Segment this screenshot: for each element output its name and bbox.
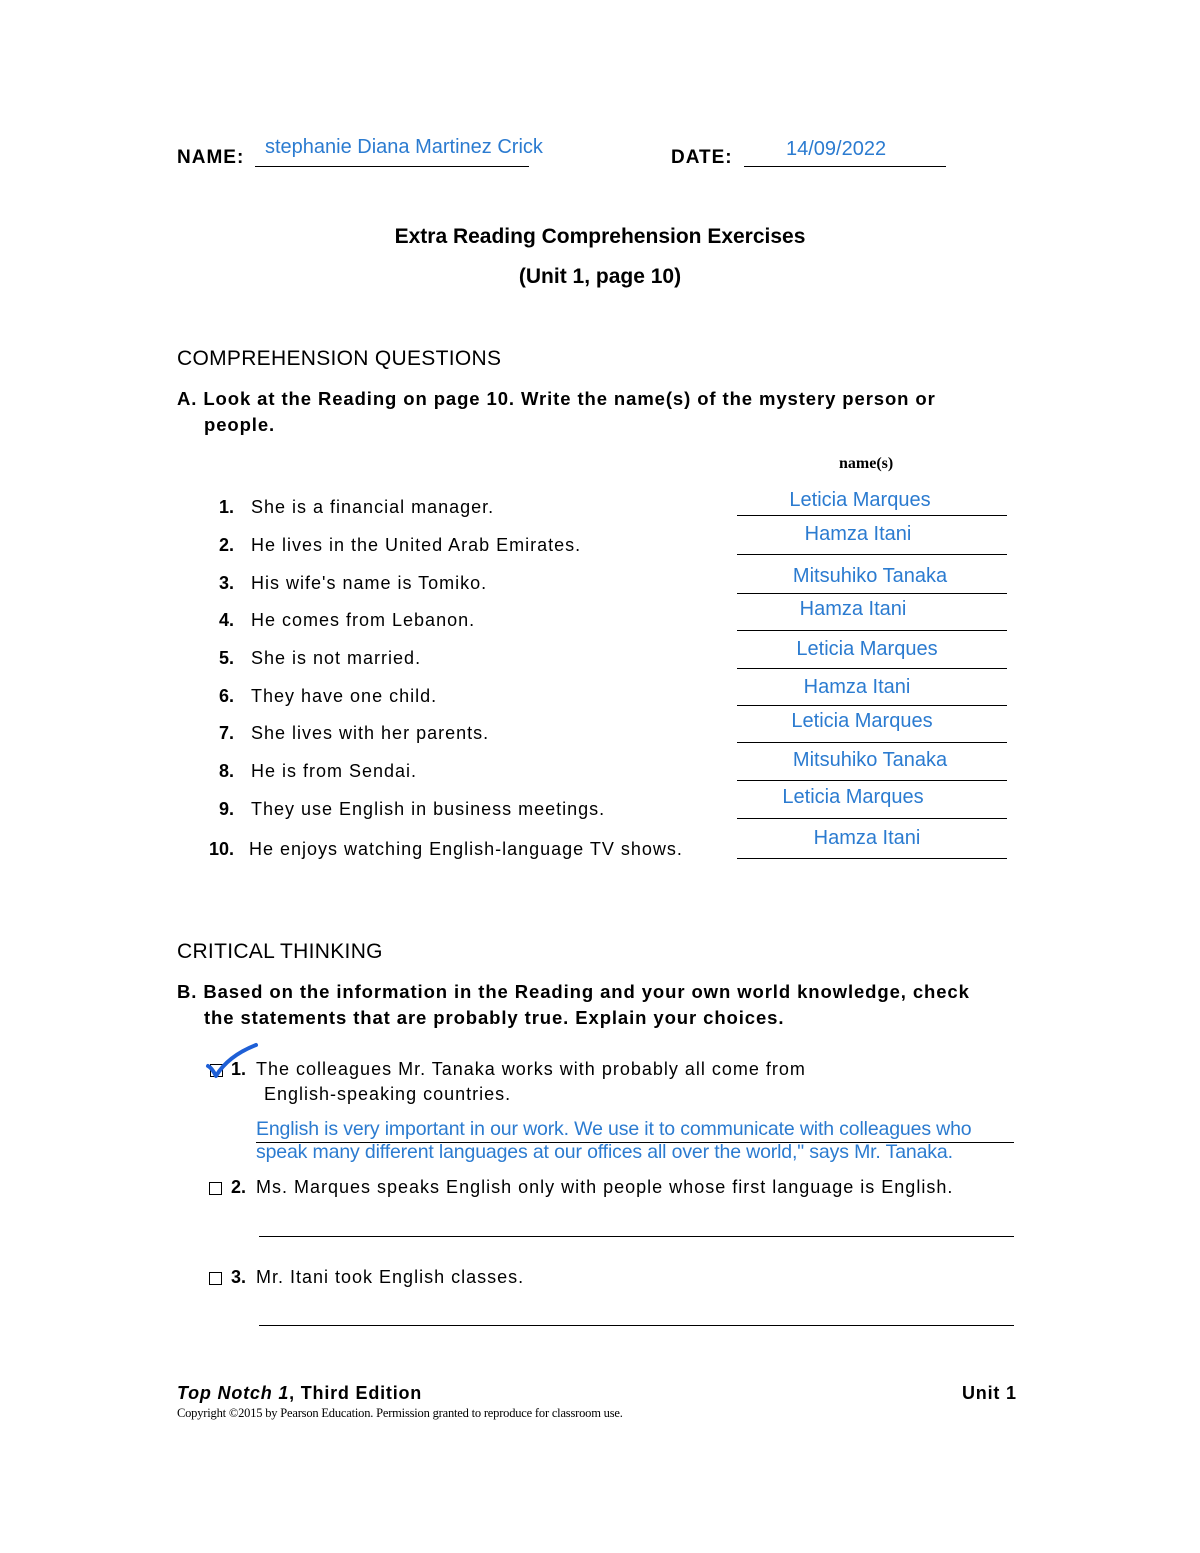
question-text: She is not married. xyxy=(251,648,422,668)
instruction-a-line1: A. Look at the Reading on page 10. Write the name(s) of the mystery person or xyxy=(177,388,936,409)
instruction-b-line1: B. Based on the information in the Reading and your own world knowledge, check xyxy=(177,981,970,1002)
ct-answer-line1[interactable]: English is very important in our work. We use it to communicate with colleagues who xyxy=(256,1118,972,1140)
question-number: 9. xyxy=(218,799,234,819)
answer-underline xyxy=(737,593,1007,594)
ct-item-text: The colleagues Mr. Tanaka works with probably all come from xyxy=(256,1059,806,1079)
answer-field[interactable]: Leticia Marques xyxy=(796,638,938,660)
answer-field[interactable]: Hamza Itani xyxy=(804,523,912,545)
ct-answer-line2[interactable]: speak many different languages at our offices all over the world," says Mr. Tanaka. xyxy=(256,1141,953,1163)
answer-underline xyxy=(737,858,1007,859)
question-number: 4. xyxy=(218,610,234,630)
question-text: His wife's name is Tomiko. xyxy=(251,573,488,593)
name-field[interactable]: stephanie Diana Martinez Crick xyxy=(265,136,543,158)
footer-unit: Unit 1 xyxy=(962,1383,1017,1403)
ct-item-text-cont: English-speaking countries. xyxy=(264,1084,512,1104)
date-label: DATE: xyxy=(671,147,733,168)
ct-item-text: Mr. Itani took English classes. xyxy=(256,1267,525,1287)
question-number: 1. xyxy=(218,497,234,517)
question-text: He enjoys watching English-language TV shows. xyxy=(249,839,683,859)
answer-field[interactable]: Leticia Marques xyxy=(789,489,931,511)
answer-field[interactable]: Mitsuhiko Tanaka xyxy=(792,565,948,587)
comprehension-heading: COMPREHENSION QUESTIONS xyxy=(177,347,502,370)
answer-field[interactable]: Mitsuhiko Tanaka xyxy=(792,749,948,771)
ct-item-number: 1. xyxy=(231,1059,247,1079)
critical-thinking-heading: CRITICAL THINKING xyxy=(177,940,383,963)
answer-underline xyxy=(737,554,1007,555)
book-edition: , Third Edition xyxy=(289,1383,423,1403)
question-text: She is a financial manager. xyxy=(251,497,495,517)
ct-item-text: Ms. Marques speaks English only with people whose first language is English. xyxy=(256,1177,954,1197)
question-number: 2. xyxy=(218,535,234,555)
date-field[interactable]: 14/09/2022 xyxy=(786,138,887,160)
names-column-header: name(s) xyxy=(839,455,894,472)
question-number: 3. xyxy=(218,573,234,593)
checkbox-item-3[interactable] xyxy=(209,1272,222,1285)
page-title: Extra Reading Comprehension Exercises xyxy=(394,225,806,248)
answer-underline xyxy=(737,515,1007,516)
question-text: She lives with her parents. xyxy=(251,723,490,743)
answer-underline xyxy=(737,705,1007,706)
question-number: 6. xyxy=(218,686,234,706)
question-text: They use English in business meetings. xyxy=(251,799,606,819)
ct-answer-line[interactable] xyxy=(259,1325,1014,1326)
answer-underline xyxy=(737,630,1007,631)
book-title: Top Notch 1 xyxy=(177,1383,290,1403)
checkbox-item-2[interactable] xyxy=(209,1182,222,1195)
question-number: 5. xyxy=(218,648,234,668)
ct-item-number: 2. xyxy=(231,1177,247,1197)
ct-item-number: 3. xyxy=(231,1267,247,1287)
footer-book-title xyxy=(177,1383,422,1404)
date-underline xyxy=(744,166,946,167)
page-subtitle: (Unit 1, page 10) xyxy=(518,265,682,288)
question-number: 7. xyxy=(218,723,234,743)
instruction-a-line2: people. xyxy=(204,414,276,435)
answer-field[interactable]: Hamza Itani xyxy=(803,676,911,698)
question-text: He is from Sendai. xyxy=(251,761,418,781)
copyright-notice: Copyright ©2015 by Pearson Education. Permission granted to reproduce for classroom use. xyxy=(177,1406,623,1420)
answer-field[interactable]: Hamza Itani xyxy=(813,827,921,849)
answer-underline xyxy=(737,818,1007,819)
question-text: They have one child. xyxy=(251,686,438,706)
answer-field[interactable]: Leticia Marques xyxy=(782,786,924,808)
instruction-b-line2: the statements that are probably true. Explain your choices. xyxy=(204,1007,785,1028)
answer-underline xyxy=(737,742,1007,743)
name-label: NAME: xyxy=(177,147,245,168)
answer-underline xyxy=(737,668,1007,669)
question-text: He lives in the United Arab Emirates. xyxy=(251,535,582,555)
answer-field[interactable]: Leticia Marques xyxy=(791,710,933,732)
question-number: 10. xyxy=(208,839,234,859)
question-text: He comes from Lebanon. xyxy=(251,610,476,630)
question-number: 8. xyxy=(218,761,234,781)
name-underline xyxy=(255,166,529,167)
answer-underline xyxy=(737,780,1007,781)
answer-field[interactable]: Hamza Itani xyxy=(799,598,907,620)
ct-answer-line[interactable] xyxy=(259,1236,1014,1237)
